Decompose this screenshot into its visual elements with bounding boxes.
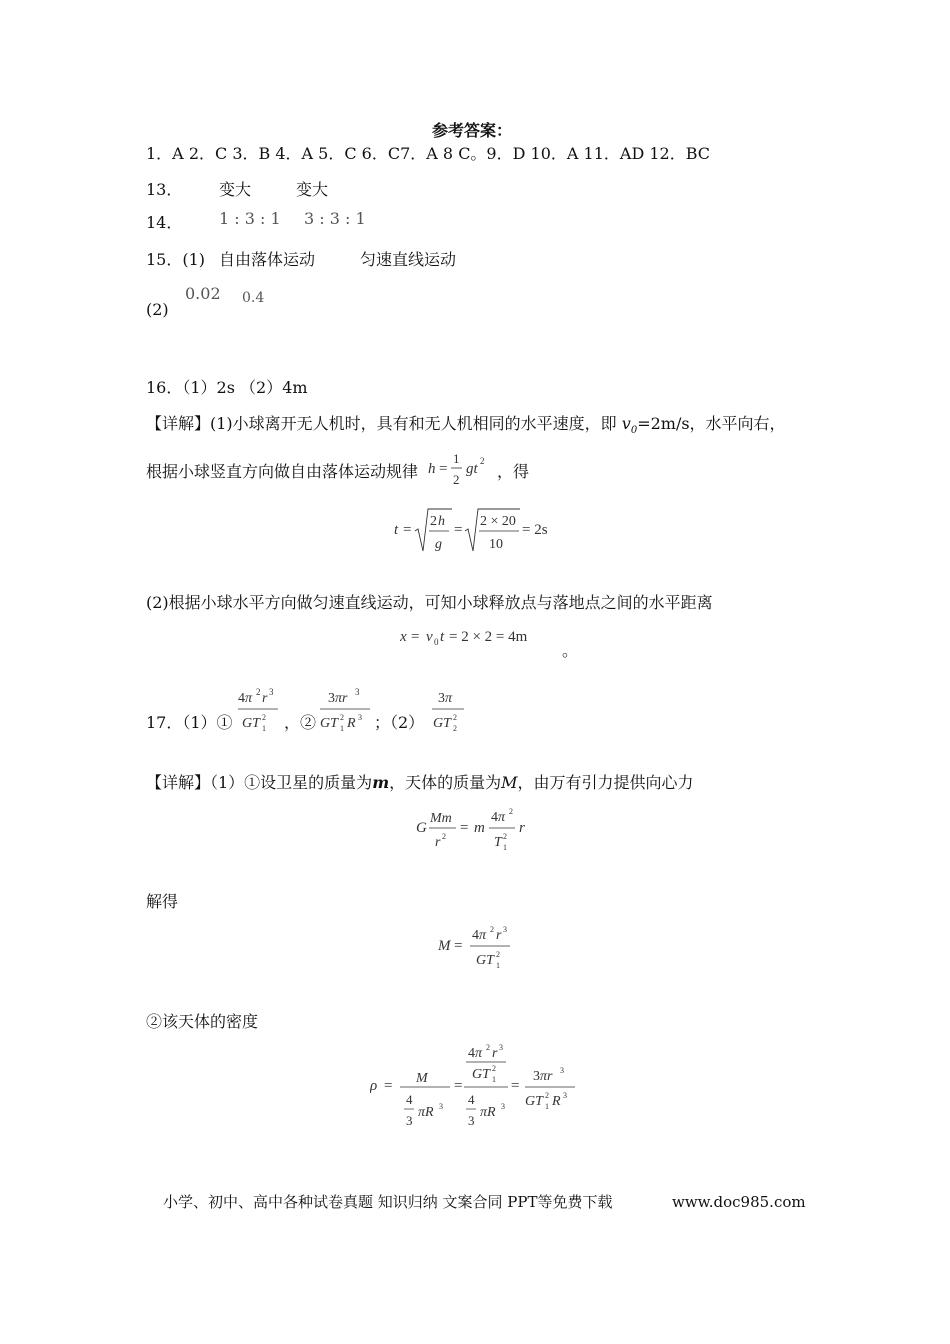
svg-text:GT: GT bbox=[525, 1094, 543, 1109]
svg-text:=: = bbox=[454, 522, 463, 538]
svg-text:R: R bbox=[552, 1094, 561, 1109]
equation-density-derivation bbox=[370, 1040, 580, 1132]
q16-detail-2b: ，得 bbox=[497, 462, 530, 481]
equation-distance bbox=[400, 624, 534, 648]
svg-text:=: = bbox=[454, 938, 463, 954]
svg-text:3π: 3π bbox=[438, 691, 453, 706]
svg-text:2: 2 bbox=[490, 925, 494, 934]
svg-text:GT: GT bbox=[320, 716, 338, 731]
svg-text:M: M bbox=[416, 1071, 428, 1086]
q17-density-label: ②该天体的密度 bbox=[146, 1012, 259, 1031]
equation-time bbox=[394, 505, 556, 555]
q14-number: 14． bbox=[146, 213, 183, 232]
q13-answer-2: 变大 bbox=[296, 180, 329, 199]
footer-url[interactable]: www.doc985.com bbox=[672, 1193, 806, 1211]
svg-text:2: 2 bbox=[256, 687, 261, 697]
q15-answer-1: 自由落体运动 bbox=[219, 250, 316, 269]
svg-text:1: 1 bbox=[453, 451, 460, 466]
svg-text:1: 1 bbox=[503, 843, 507, 852]
svg-text:1: 1 bbox=[545, 1102, 549, 1111]
svg-text:3: 3 bbox=[501, 1102, 505, 1111]
svg-text:4π: 4π bbox=[468, 1046, 483, 1061]
svg-text:R: R bbox=[347, 716, 356, 731]
svg-text:2 × 20: 2 × 20 bbox=[480, 514, 516, 529]
q13-answer-1: 变大 bbox=[219, 180, 252, 199]
svg-text:r: r bbox=[262, 691, 268, 706]
svg-text:2: 2 bbox=[430, 514, 437, 529]
q13-number: 13． bbox=[146, 180, 183, 199]
q15-number: 15．(1) bbox=[146, 250, 206, 269]
q17-detail-intro-a: 【详解】（1）①设卫星的质量为 bbox=[146, 773, 373, 792]
svg-text:3: 3 bbox=[503, 925, 507, 934]
svg-text:v: v bbox=[426, 629, 433, 645]
svg-text:2: 2 bbox=[503, 832, 507, 841]
q15-answer-2: 匀速直线运动 bbox=[360, 250, 457, 269]
answers-multiple-choice: 1．A 2．C 3．B 4．A 5．C 6．C7．A 8 C。9．D 10．A 11．AD 12．BC bbox=[146, 144, 711, 163]
svg-text:M: M bbox=[438, 938, 451, 954]
svg-text:2: 2 bbox=[492, 1064, 496, 1073]
symbol-m: m bbox=[372, 773, 390, 792]
svg-text:3πr: 3πr bbox=[533, 1069, 553, 1084]
svg-text:2: 2 bbox=[453, 724, 457, 733]
q15-value-2: 0.4 bbox=[242, 290, 265, 306]
footer-text: 小学、初中、高中各种试卷真题 知识归纳 文案合同 PPT等免费下载 bbox=[163, 1193, 613, 1211]
q17-number: 17．（1）① bbox=[146, 713, 233, 732]
svg-text:=: = bbox=[460, 820, 469, 836]
end-mark: 。 bbox=[562, 641, 579, 660]
svg-text:2: 2 bbox=[453, 472, 460, 487]
svg-text:t: t bbox=[440, 629, 445, 645]
equation-free-fall bbox=[428, 446, 500, 488]
equation-mass-result bbox=[438, 922, 518, 974]
q16-detail-2a: 根据小球竖直方向做自由落体运动规律 bbox=[146, 462, 419, 481]
svg-text:r: r bbox=[519, 820, 525, 836]
q14-ratio-2: 3 : 3 : 1 bbox=[304, 209, 366, 228]
q16-detail-1b: =2m/s，水平向右， bbox=[637, 414, 786, 433]
svg-text:=: = bbox=[511, 1078, 520, 1094]
svg-text:3: 3 bbox=[468, 1113, 475, 1128]
q17-separator-2: ；（2） bbox=[374, 713, 425, 732]
svg-text:=: = bbox=[454, 1078, 463, 1094]
answer-density-expression bbox=[318, 685, 374, 737]
q17-separator-1: ，② bbox=[284, 713, 317, 732]
svg-text:2: 2 bbox=[545, 1091, 549, 1100]
svg-text:10: 10 bbox=[489, 537, 503, 552]
svg-text:3: 3 bbox=[439, 1102, 443, 1111]
svg-text:Mm: Mm bbox=[430, 811, 452, 826]
q16-detail-1a: 【详解】(1)小球离开无人机时，具有和无人机相同的水平速度，即 bbox=[146, 414, 622, 433]
svg-text:x: x bbox=[400, 629, 407, 645]
svg-text:2: 2 bbox=[340, 713, 344, 722]
svg-text:3: 3 bbox=[499, 1043, 503, 1052]
svg-text:r: r bbox=[492, 1046, 498, 1061]
svg-text:h: h bbox=[438, 514, 445, 529]
svg-text:3: 3 bbox=[358, 713, 362, 722]
svg-text:r: r bbox=[435, 835, 441, 850]
svg-text:3: 3 bbox=[269, 687, 274, 697]
svg-text:2: 2 bbox=[442, 832, 446, 841]
q15-part-2: (2) bbox=[146, 300, 169, 319]
svg-text:πR: πR bbox=[418, 1105, 434, 1120]
svg-text:3: 3 bbox=[560, 1066, 564, 1075]
svg-text:1: 1 bbox=[492, 1075, 496, 1084]
answer-density-2-expression bbox=[430, 685, 470, 737]
svg-text:GT: GT bbox=[472, 1067, 490, 1082]
q17-detail-intro-b: ，天体的质量为 bbox=[389, 773, 502, 792]
q14-ratio-1: 1 : 3 : 1 bbox=[219, 209, 281, 228]
svg-text:t: t bbox=[394, 522, 399, 538]
svg-text:=: = bbox=[403, 522, 412, 538]
q16-answer: 16．（1）2s （2）4m bbox=[146, 378, 308, 397]
svg-text:m: m bbox=[474, 820, 485, 836]
svg-text:0: 0 bbox=[434, 637, 439, 647]
svg-text:2: 2 bbox=[509, 807, 513, 816]
q17-detail-intro bbox=[146, 773, 694, 793]
svg-text:=: = bbox=[411, 629, 420, 645]
svg-text:g: g bbox=[435, 537, 442, 552]
svg-text:G: G bbox=[416, 820, 427, 836]
q16-detail-line-1 bbox=[146, 414, 786, 441]
svg-text:h: h bbox=[428, 461, 436, 477]
svg-text:4: 4 bbox=[406, 1092, 413, 1107]
svg-text:πR: πR bbox=[480, 1105, 496, 1120]
svg-text:3: 3 bbox=[406, 1113, 413, 1128]
svg-text:2: 2 bbox=[480, 456, 485, 466]
svg-text:= 2s: = 2s bbox=[522, 522, 548, 538]
svg-text:4π: 4π bbox=[472, 928, 487, 943]
q16-part2-text: (2)根据小球水平方向做匀速直线运动，可知小球释放点与落地点之间的水平距离 bbox=[146, 593, 713, 612]
v0-subscript: 0 bbox=[630, 425, 638, 437]
q17-detail-intro-c: ，由万有引力提供向心力 bbox=[517, 773, 694, 792]
answer-mass-expression bbox=[236, 685, 284, 737]
svg-text:r: r bbox=[496, 928, 502, 943]
svg-text:1: 1 bbox=[262, 724, 266, 733]
svg-text:= 2 × 2 = 4m: = 2 × 2 = 4m bbox=[449, 629, 528, 645]
svg-text:=: = bbox=[384, 1078, 393, 1094]
equation-gravitation bbox=[416, 804, 538, 856]
svg-text:GT: GT bbox=[242, 716, 260, 731]
v0-symbol: v bbox=[621, 414, 631, 433]
svg-text:1: 1 bbox=[496, 961, 500, 970]
svg-text:gt: gt bbox=[466, 461, 478, 477]
svg-text:2: 2 bbox=[486, 1043, 490, 1052]
page-title: 参考答案： bbox=[432, 121, 513, 140]
svg-text:3: 3 bbox=[355, 687, 360, 697]
svg-text:2: 2 bbox=[496, 950, 500, 959]
symbol-M: M bbox=[501, 773, 518, 792]
svg-text:4π: 4π bbox=[491, 810, 506, 825]
svg-text:4: 4 bbox=[468, 1092, 475, 1107]
q17-solve-label: 解得 bbox=[146, 892, 179, 911]
svg-text:2: 2 bbox=[453, 713, 457, 722]
svg-text:=: = bbox=[439, 461, 448, 477]
svg-text:T: T bbox=[494, 835, 502, 850]
svg-text:GT: GT bbox=[476, 953, 494, 968]
svg-text:4π: 4π bbox=[238, 691, 253, 706]
svg-text:3πr: 3πr bbox=[328, 691, 348, 706]
svg-text:1: 1 bbox=[340, 724, 344, 733]
svg-text:2: 2 bbox=[262, 713, 266, 722]
svg-text:ρ: ρ bbox=[370, 1078, 378, 1094]
svg-text:GT: GT bbox=[433, 716, 451, 731]
svg-text:3: 3 bbox=[563, 1091, 567, 1100]
q15-value-1: 0.02 bbox=[185, 284, 221, 303]
